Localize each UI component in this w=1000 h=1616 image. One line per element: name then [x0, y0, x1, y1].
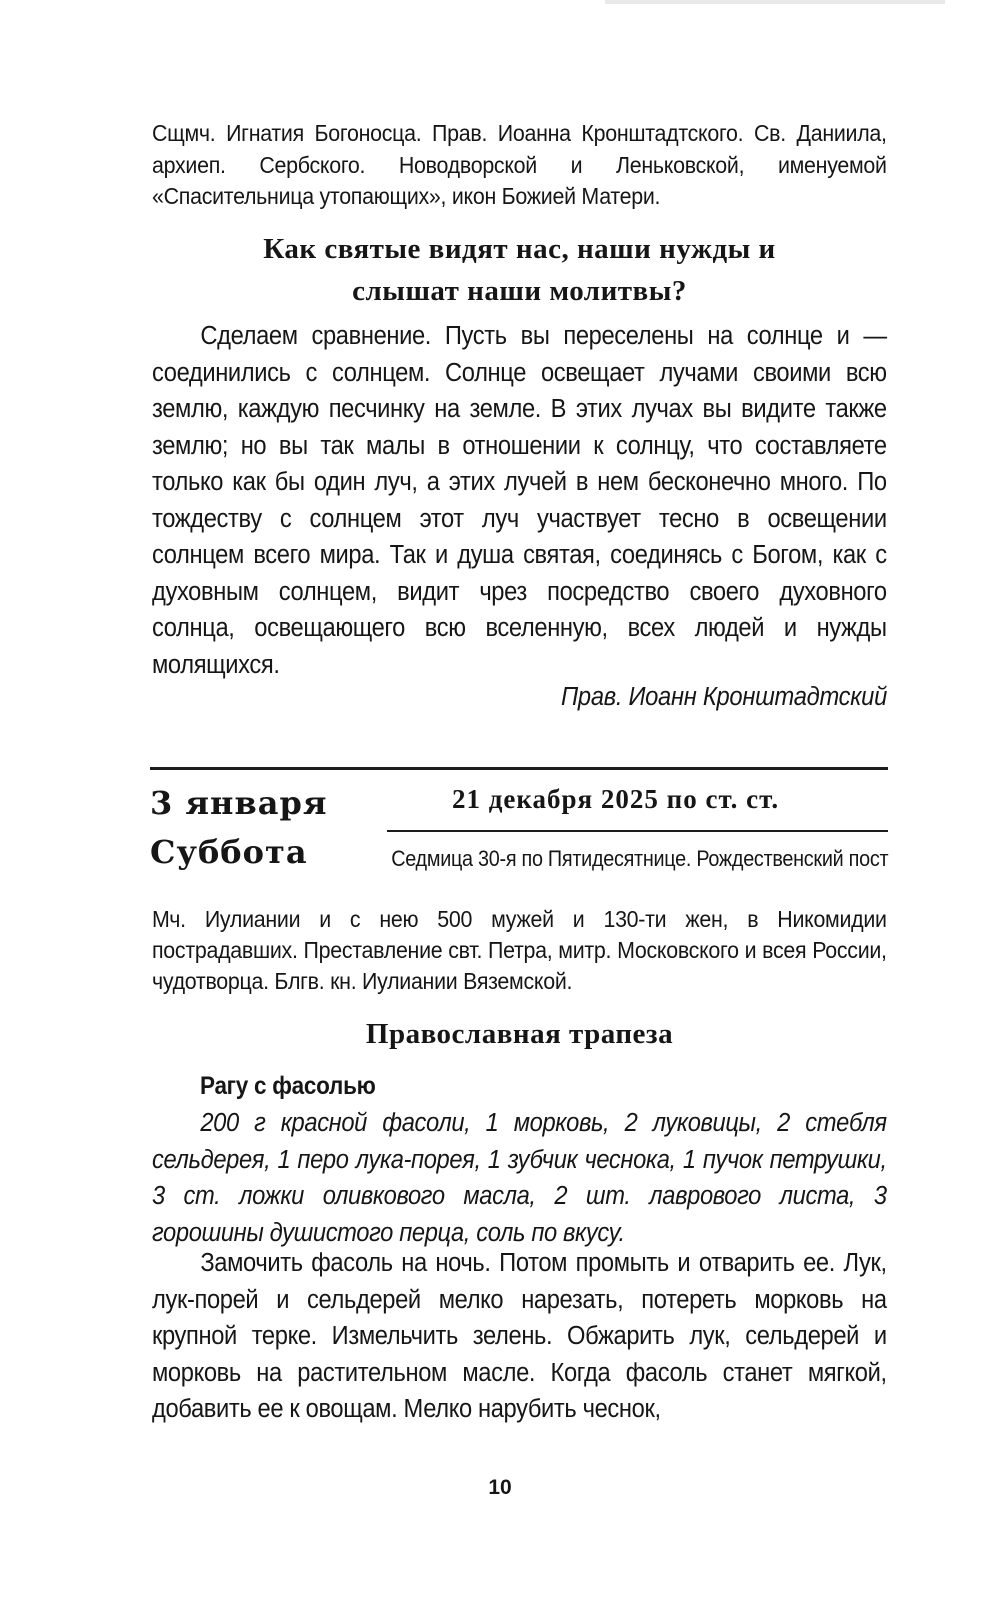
recipe-ingredients: 200 г красной фасоли, 1 морковь, 2 луковицы, 2 стебля сельдерея, 1 перо лука-порея, 1 зубчик чеснока, 1 пучок петрушки, 3 ст. ложки оливкового масла, 2 шт. лаврового листа, 3 горошины душистого перца, соль по вкусу.: [152, 1109, 887, 1247]
day-date: 3 января: [150, 784, 328, 822]
saints-today-text: Мч. Иулиании и с нею 500 мужей и 130-ти жен, в Никомидии пострадавших. Преставление свт. Петра, митр. Московского и всея России, чудотворца. Блгв. кн. Иулиании Вяземской.: [152, 906, 887, 994]
section-heading-saints: [152, 228, 887, 312]
old-style-date: 21 декабря 2025 по ст. ст.: [452, 784, 780, 814]
recipe-title: Рагу с фасолью: [200, 1072, 376, 1100]
recipe-instructions: Замочить фасоль на ночь. Потом промыть и отварить ее. Лук, лук-порей и сельдерей мелко нарезать, потереть морковь на крупной терке. Измельчить зелень. Обжарить лук, сельдерей и морковь на растительном масле. Когда фасоль станет мягкой, добавить ее к овощам. Мелко нарубить чеснок,: [152, 1249, 887, 1423]
recipe-instructions-block: [152, 1245, 887, 1428]
saints-previous-day: [152, 118, 887, 213]
week-info: Седмица 30-я по Пятидесятнице. Рождественский пост: [390, 846, 888, 871]
saints-today: [152, 904, 887, 997]
day-header-mid-rule: [387, 830, 888, 832]
author-signature: [152, 680, 887, 714]
recipe-block: [152, 1072, 887, 1101]
page-number: 10: [488, 1476, 512, 1499]
heading-line-1: Как святые видят нас, наши нужды и: [263, 233, 776, 265]
day-weekday: Суббота: [150, 833, 308, 871]
day-header-top-rule: [150, 767, 888, 770]
page-edge-mark: [605, 0, 945, 4]
section-body-saints: [152, 318, 887, 683]
author-name: Прав. Иоанн Кронштадтский: [561, 683, 887, 711]
trapeza-heading: Православная трапеза: [365, 1018, 674, 1050]
sermon-paragraph: Сделаем сравнение. Пусть вы переселены на солнце и — соединились с солнцем. Солнце освещает лучами своими всю землю, каждую песчинку на земле. В этих лучах вы видите также землю; но вы так малы в отношении к солнцу, что составляете только как бы один луч, а этих лучей в нем бесконечно много. По тождеству с солнцем этот луч участвует тесно в освещении солнцем всего мира. Так и душа святая, соединясь с Богом, как с духовным солнцем, видит чрез посредство своего духовного солнца, освещающего всю вселенную, всех людей и нужды молящихся.: [152, 322, 887, 679]
heading-line-2: слышат наши молитвы?: [352, 275, 687, 307]
section-heading-trapeza: [152, 1013, 887, 1055]
saints-previous-text: Сщмч. Игнатия Богоносца. Прав. Иоанна Кронштадтского. Св. Даниила, архиеп. Сербского. Новодворской и Леньковской, именуемой «Спасительница утопающих», икон Божией Матери.: [152, 120, 887, 209]
recipe-ingredients-block: [152, 1105, 887, 1251]
